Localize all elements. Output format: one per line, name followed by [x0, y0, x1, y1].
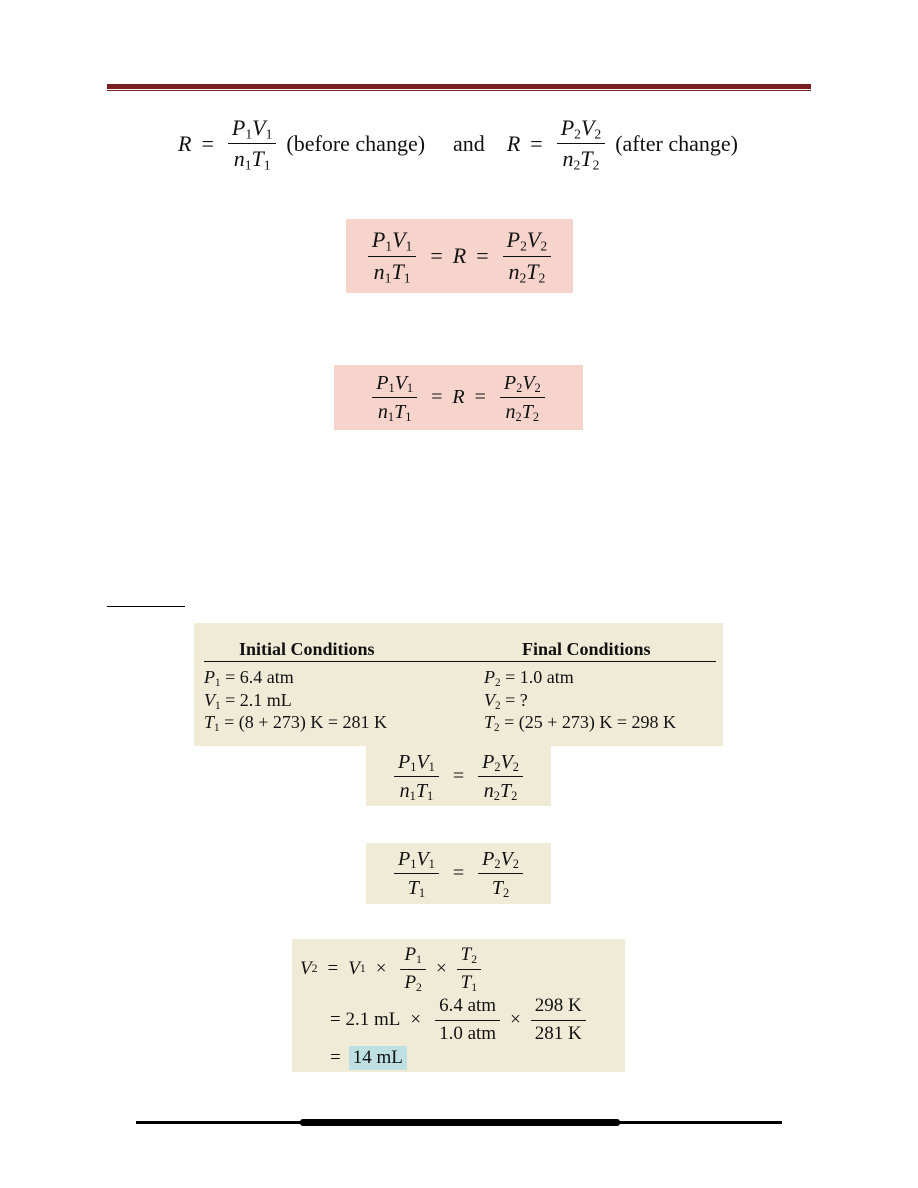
r-symbol: R [178, 130, 192, 156]
equals-sign: = [201, 130, 214, 156]
calc-line-3: = 14 mL [330, 1046, 407, 1070]
initial-t: = (8 + 273) K = 281 K [224, 712, 388, 732]
header-rule [107, 84, 811, 89]
fraction-after: $\frac{P_2V_2}{n_2T_2}$ [557, 116, 606, 171]
initial-conditions-header: Initial Conditions [239, 639, 375, 659]
calc-line-2: = 2.1 mL × $\frac{\text{6.4 atm}}{\text{1.0 atm}}$ × $\frac{298 K}{281 K}$ [330, 996, 590, 1045]
final-conditions-values: $P_2 = 1.0$ atm $V_2$ = ? $T_2 = (25 + 273) K = 298$ K [484, 667, 677, 734]
final-conditions-header: Final Conditions [522, 639, 651, 659]
combined-equation-box-2: $\frac{P_1V_1}{n_1T_1}$ = R = $\frac{P_2V_2}{n_2T_2}$ [334, 365, 583, 430]
result-highlight: 14 mL [349, 1046, 407, 1070]
initial-p: = 6.4 atm [225, 667, 294, 687]
simplified-gas-law-box: $\frac{P_1V_1}{T_1}$ = $\frac{P_2V_2}{T_2}$ [366, 843, 551, 904]
final-p: = 1.0 atm [505, 667, 574, 687]
footer-rule-thick [300, 1119, 620, 1126]
and-word: and [453, 130, 485, 156]
combined-gas-law-box: $\frac{P_1V_1}{n_1T_1}$ = $\frac{P_2V_2}{n_2T_2}$ [366, 746, 551, 806]
header-rule-thin [107, 90, 811, 91]
fraction-before: $\frac{P_1V_1}{n_1T_1}$ [228, 116, 277, 171]
gas-constant-formula [178, 116, 744, 171]
after-change-label: (after change) [615, 130, 738, 156]
conditions-table [194, 623, 723, 746]
initial-v: = 2.1 mL [225, 689, 292, 710]
before-change-label: (before change) [286, 130, 426, 156]
calculation-box [292, 939, 625, 1072]
calc-line-1: V 2 = V 1 × $\frac{P_1}{P_2}$ × $\frac{T_2}{T_1}$ [300, 945, 485, 994]
initial-conditions-values: $P_1 = 6.4$ atm $V_1 = 2.1$ mL $T_1 = (8 + 273) K = 281$ K [204, 667, 388, 734]
r-symbol-2: R [506, 130, 521, 156]
final-t: = (25 + 273) K = 298 K [504, 712, 677, 732]
combined-equation-box-1: $\frac{P_1V_1}{n_1T_1}$ = R = $\frac{P_2V_2}{n_2T_2}$ [346, 219, 573, 293]
example-heading-underline [107, 606, 185, 607]
table-header-rule [204, 661, 716, 662]
final-v: = ? [505, 689, 528, 710]
equals-sign-2: = [530, 130, 543, 156]
